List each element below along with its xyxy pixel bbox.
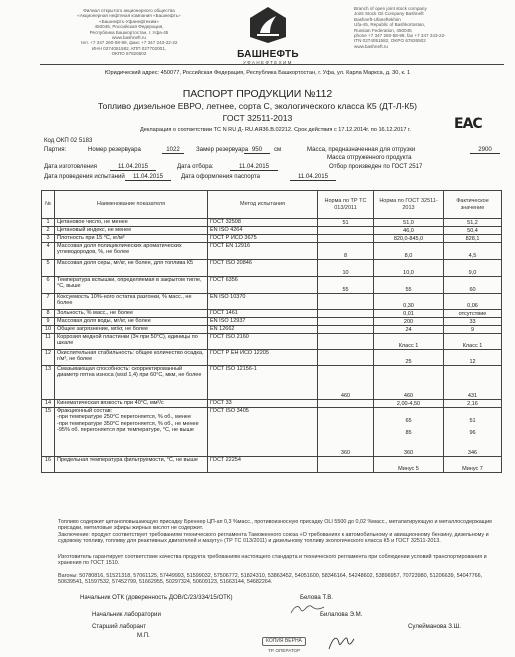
manufacture-date-value: 11.04.2015 bbox=[110, 163, 156, 171]
row-number-cell: 9 bbox=[42, 318, 55, 326]
level-unit: см bbox=[274, 146, 282, 153]
row-number-cell: 7 bbox=[42, 294, 55, 310]
tr-ts-norm-cell bbox=[318, 334, 374, 350]
tr-ts-norm-cell: 460 bbox=[318, 366, 374, 400]
row-number-cell: 6 bbox=[42, 277, 55, 294]
footer-note-3: Изготовитель гарантирует соответствие качества продукта требованиям настоящего стандарта и технического регламента при соблюдении условий транспортирования и хранения по ГОСТ 1510. bbox=[58, 554, 487, 567]
column-header: № bbox=[42, 191, 55, 219]
indicator-name-cell: Коррозия медной пластинки (3ч при 50°С), единицы по шкале bbox=[55, 334, 208, 350]
declaration-line: Декларация о соответствии ТС N RU Д- RU.АЯ36.В.02212. Срок действия с 17.12.2014г. по 16.12.2017 г. bbox=[140, 127, 411, 133]
header-left-line: «Башнефть-Уфанефтехим» bbox=[99, 18, 159, 24]
gost-norm-cell: 55 bbox=[374, 277, 444, 294]
header-right-line: www.bashneft.ru bbox=[354, 43, 388, 49]
header-right-line: phone +7 347 260-58-99, fax +7 347 243-22- bbox=[354, 33, 446, 39]
indicator-name-cell: Массовая доля серы, мг/кг, не более, для топлива К5 bbox=[55, 260, 208, 277]
header-right-line: ITN 0274051582, OKPO 67826502 bbox=[354, 38, 426, 44]
table-row bbox=[42, 334, 502, 350]
lab-head-label: Начальник лаборатории bbox=[92, 611, 161, 618]
results-table bbox=[41, 190, 502, 473]
indicator-name-cell: Цетановый индекс, не менее bbox=[55, 227, 208, 235]
gost-norm-cell: 10,0 bbox=[374, 260, 444, 277]
header-right-line: Bashneft-Ufaneftekhim bbox=[354, 16, 401, 22]
gost-norm-cell: 65 85 360 bbox=[374, 408, 444, 457]
actual-value-cell: 60 bbox=[444, 277, 502, 294]
product-name: Топливо дизельное ЕВРО, летнее, сорта С, экологического класса К5 (ДТ-Л-К5) bbox=[97, 101, 418, 111]
gost-norm-cell: Минус 5 bbox=[374, 457, 444, 473]
test-method-cell: EN ISO 4264 bbox=[208, 227, 318, 235]
tr-ts-norm-cell: 10 bbox=[318, 260, 374, 277]
indicator-name-cell: Окислительная стабильность: общее количество осадка, г/м³, не более bbox=[55, 350, 208, 366]
gost-norm-cell: 0,01 bbox=[374, 310, 444, 318]
tr-ts-norm-cell bbox=[318, 310, 374, 318]
row-number-cell: 10 bbox=[42, 326, 55, 334]
header-right-line: Joint Stock Oil Company Bashneft bbox=[354, 11, 424, 17]
passport-title: ПАСПОРТ ПРОДУКЦИИ №112 bbox=[182, 88, 333, 100]
indicator-name-cell: Предельная температура фильтруемости, °С, не выше bbox=[55, 457, 208, 473]
test-method-cell: ГОСТ 33 bbox=[208, 400, 318, 408]
sampling-date-value: 11.04.2015 bbox=[230, 163, 278, 171]
table-row bbox=[42, 243, 502, 260]
footer-note-2: Заключение: продукт соответствует требованиям технического регламента Таможенного союза «О требованиях к автомобильному и авиационному бензину, дизельному и судовому топливу, топливу для реактивных двигателей и мазуту» (ТР ТС 013/2011) и дизельному топливу экологического класса К5 и ГОСТ 32511-2013. bbox=[58, 532, 489, 545]
header-left-line: тел. +7 347 260-58-99, факс +7 347 243-22-22 bbox=[80, 40, 178, 46]
header-left-line: Республика Башкортостан, г. Уфа-45 bbox=[89, 29, 169, 35]
logo-subtitle: УФАНЕФТЕХИМ bbox=[243, 60, 293, 65]
table-row bbox=[42, 318, 502, 326]
row-number-cell: 11 bbox=[42, 334, 55, 350]
tr-ts-norm-cell: 360 bbox=[318, 408, 374, 457]
tr-ts-norm-cell bbox=[318, 318, 374, 326]
test-method-cell: ГОСТ ISO 20846 bbox=[208, 260, 318, 277]
row-number-cell: 3 bbox=[42, 235, 55, 243]
level-value: 950 bbox=[244, 146, 270, 154]
row-number-cell: 13 bbox=[42, 366, 55, 400]
actual-value-cell: 50,4 bbox=[444, 227, 502, 235]
test-method-cell: ГОСТ ISO 2160 bbox=[208, 334, 318, 350]
otk-head-name: Белова Т.В. bbox=[300, 594, 333, 601]
row-number-cell: 5 bbox=[42, 260, 55, 277]
actual-value-cell: Минус 7 bbox=[444, 457, 502, 473]
row-number-cell: 12 bbox=[42, 350, 55, 366]
tank-label: Номер резервуара bbox=[88, 146, 141, 153]
table-row bbox=[42, 310, 502, 318]
tr-ts-norm-cell bbox=[318, 400, 374, 408]
header-left-line: ОКПО 67826502 bbox=[111, 51, 147, 57]
row-number-cell: 4 bbox=[42, 243, 55, 260]
header-left-line: www.bashneft.ru bbox=[112, 35, 146, 41]
eac-mark: ЕАС bbox=[454, 116, 482, 132]
header-left-line: ИНН 0274051582, КПП 027702001, bbox=[91, 45, 167, 51]
indicator-name-cell: Общее загрязнение, мг/кг, не более bbox=[55, 326, 208, 334]
level-label: Замер резервуара bbox=[196, 146, 249, 153]
gost-number: ГОСТ 32511-2013 bbox=[222, 113, 293, 123]
actual-value-cell: 9 bbox=[444, 326, 502, 334]
indicator-name-cell: Цетановое число, не менее bbox=[55, 219, 208, 227]
table-row bbox=[42, 260, 502, 277]
okp-code: Код ОКП 02 5183 bbox=[44, 137, 93, 144]
indicator-name-cell: Фракционный состав: -при температуре 250°С перегоняется, % об., менее -при температуре 350°С перегоняется, % об., не менее -95% об. перегоняется при температуре, °С, не выше bbox=[55, 408, 208, 457]
footer-note-4: Вагоны: 50780816, 51521318, 57061125, 57449993, 51599032, 57506772, 51824310, 53863452, 54051600, 58346164, 54248602, 53896957, 70723980, 51206639, 54047766, 50639541, 51597532, 57452799, 51662955, 50297324, 50609123, 51663144, 54682264. bbox=[58, 573, 483, 586]
indicator-name-cell: Коксуемость 10%-ного остатка разгонки, % масс., не более bbox=[55, 294, 208, 310]
table-row bbox=[42, 326, 502, 334]
gost-norm-cell: 46,0 bbox=[374, 227, 444, 235]
actual-value-cell: 9,0 bbox=[444, 260, 502, 277]
test-method-cell: ГОСТ EN 12916 bbox=[208, 243, 318, 260]
row-number-cell: 16 bbox=[42, 457, 55, 473]
actual-value-cell: отсутствие bbox=[444, 310, 502, 318]
row-number-cell: 1 bbox=[42, 219, 55, 227]
gost-norm-cell: 24 bbox=[374, 326, 444, 334]
header-right-line: Ufa-45, Republic of Bashkortostan, bbox=[354, 22, 426, 28]
header-left-line: Филиал открытого акционерного общества bbox=[83, 8, 175, 13]
test-method-cell: ГОСТ Р ЕН ИСО 12205 bbox=[208, 350, 318, 366]
test-method-cell: ГОСТ 6356 bbox=[208, 277, 318, 294]
test-method-cell: EN ISO 10370 bbox=[208, 294, 318, 310]
row-number-cell: 14 bbox=[42, 400, 55, 408]
lab-head-name: Билалова Э.М. bbox=[320, 611, 363, 618]
row-number-cell: 8 bbox=[42, 310, 55, 318]
indicator-name-cell: Смазывающая способность: скорректированный диаметр пятна износа (wsd 1,4) при 60°С, мкм, не более bbox=[55, 366, 208, 400]
indicator-name-cell: Зольность, % масс., не более bbox=[55, 310, 208, 318]
indicator-name-cell: Массовая доля полициклических ароматических углеводородов, %, не более bbox=[55, 243, 208, 260]
header-left-line: 450045, Российская Федерация, bbox=[94, 24, 164, 30]
table-row bbox=[42, 408, 502, 457]
header-left-block bbox=[44, 8, 214, 57]
table-header-row bbox=[42, 191, 502, 219]
header-right-block bbox=[354, 6, 504, 49]
standard-label: Отбор произведен по ГОСТ 2517 bbox=[329, 163, 423, 170]
column-header: Фактическое значение bbox=[444, 191, 502, 219]
tr-ts-norm-cell: 55 bbox=[318, 277, 374, 294]
indicator-name-cell: Массовая доля воды, мг/кг, не более bbox=[55, 318, 208, 326]
header-right-line: Russian Federation, 450045 bbox=[354, 27, 412, 33]
actual-value-cell: 33 bbox=[444, 318, 502, 326]
actual-value-cell: 12 bbox=[444, 350, 502, 366]
actual-value-cell: 0,06 bbox=[444, 294, 502, 310]
tr-ts-norm-cell bbox=[318, 457, 374, 473]
column-header: Норма по ТР ТС 013/2011 bbox=[318, 191, 374, 219]
gost-norm-cell: 2,00-4,50 bbox=[374, 400, 444, 408]
indicator-name-cell: Кинематическая вязкость при 40°С, мм²/с bbox=[55, 400, 208, 408]
manufacture-date-label: Дата изготовления bbox=[44, 163, 97, 170]
header-divider bbox=[40, 64, 504, 65]
actual-value-cell: Класс 1 bbox=[444, 334, 502, 350]
gost-norm-cell: 200 bbox=[374, 318, 444, 326]
stamp-place-label: М.П. bbox=[137, 632, 150, 639]
row-number-cell: 15 bbox=[42, 408, 55, 457]
mass-label: Масса, предназначенная для отгрузки bbox=[307, 146, 416, 153]
test-method-cell: ГОСТ 32508 bbox=[208, 219, 318, 227]
gost-norm-cell: Класс 1 bbox=[374, 334, 444, 350]
tr-ts-norm-cell: 8 bbox=[318, 243, 374, 260]
table-row bbox=[42, 294, 502, 310]
table-row bbox=[42, 227, 502, 235]
table-row bbox=[42, 277, 502, 294]
tr-ts-norm-cell bbox=[318, 294, 374, 310]
table-row bbox=[42, 350, 502, 366]
test-method-cell: EN 12662 bbox=[208, 326, 318, 334]
row-number-cell: 2 bbox=[42, 227, 55, 235]
handwritten-signature-icon bbox=[327, 633, 355, 653]
bashneft-emblem-icon bbox=[248, 6, 288, 44]
otk-head-label: Начальник ОТК (доверенность ДОВ/С/23/334/15/ОТК) bbox=[80, 594, 233, 601]
batch-label: Партия: bbox=[44, 146, 67, 153]
certified-copy-text: КОПИЯ ВЕРНА bbox=[266, 638, 302, 644]
actual-value-cell: 2,16 bbox=[444, 400, 502, 408]
tr-ts-norm-cell bbox=[318, 350, 374, 366]
test-date-label: Дата проведения испытаний bbox=[44, 173, 125, 180]
certified-copy-stamp bbox=[262, 637, 306, 646]
legal-address: Юридический адрес: 450077, Российская Федерация, Республика Башкортостан, г. Уфа, ул. Карла Маркса, д. 30, к. 1 bbox=[104, 70, 411, 76]
gost-norm-cell: 820,0-845,0 bbox=[374, 235, 444, 243]
actual-value-cell: 828,1 bbox=[444, 235, 502, 243]
test-method-cell: EN ISO 12937 bbox=[208, 318, 318, 326]
tr-ts-norm-cell bbox=[318, 235, 374, 243]
test-date-value: 11.04.2015 bbox=[125, 173, 171, 181]
indicator-name-cell: Плотность при 15 °С, кг/м³ bbox=[55, 235, 208, 243]
column-header: Наименование показателя bbox=[55, 191, 208, 219]
indicator-name-cell: Температура вспышки, определяемая в закрытом тигле, °С, выше bbox=[55, 277, 208, 294]
actual-value-cell: 51 96 346 bbox=[444, 408, 502, 457]
table-row bbox=[42, 457, 502, 473]
header-right-line: Branch of open joint stock company bbox=[354, 6, 427, 11]
tr-ts-norm-cell bbox=[318, 326, 374, 334]
mass-value: 2900 bbox=[470, 146, 500, 154]
actual-value-cell: 4,5 bbox=[444, 243, 502, 260]
test-method-cell: ГОСТ ISO 3405 bbox=[208, 408, 318, 457]
tr-ts-norm-cell bbox=[318, 227, 374, 235]
table-row bbox=[42, 366, 502, 400]
actual-value-cell: 431 bbox=[444, 366, 502, 400]
column-header: Метод испытания bbox=[208, 191, 318, 219]
gost-norm-cell: 8,0 bbox=[374, 243, 444, 260]
logo-wordmark: БАШНЕФТЬ bbox=[237, 49, 299, 60]
table-row bbox=[42, 219, 502, 227]
gost-norm-cell: 25 bbox=[374, 350, 444, 366]
issue-date-value: 11.04.2015 bbox=[290, 173, 336, 181]
gost-norm-cell: 0,30 bbox=[374, 294, 444, 310]
test-method-cell: ГОСТ 1461 bbox=[208, 310, 318, 318]
test-method-cell: ГОСТ Р ИСО 3675 bbox=[208, 235, 318, 243]
operator-label: ТР. ОПЕРАТОР bbox=[268, 648, 301, 653]
table-body bbox=[42, 219, 502, 473]
test-method-cell: ГОСТ ISO 12156-1 bbox=[208, 366, 318, 400]
sampling-date-label: Дата отбора: bbox=[177, 163, 214, 170]
tr-ts-norm-cell: 51 bbox=[318, 219, 374, 227]
table-row bbox=[42, 235, 502, 243]
header-left-line: «Акционерная нефтяная компания «Башнефть» bbox=[77, 13, 181, 19]
tank-value: 1022 bbox=[162, 146, 184, 154]
otk-signature-icon bbox=[290, 602, 326, 616]
bashneft-logo bbox=[231, 6, 305, 68]
test-method-cell: ГОСТ 22254 bbox=[208, 457, 318, 473]
table-row bbox=[42, 400, 502, 408]
footer-note-1: Топливо содержит цетаноповышающую присадку Бреннер ЦП-ап 0,3 %масс., противоизносную присадку OLI 5500 до 0,02 %масс., метапатирующую и металлосодержащие присадки, метиловые эфиры жирных кислот не содержит. bbox=[58, 519, 493, 532]
gost-norm-cell: 460 bbox=[374, 366, 444, 400]
senior-lab-label: Старший лаборант bbox=[92, 623, 147, 630]
shipped-mass-label: Масса отгруженного продукта bbox=[327, 154, 412, 161]
gost-norm-cell: 51,0 bbox=[374, 219, 444, 227]
issue-date-label: Дата оформления паспорта bbox=[181, 173, 261, 180]
column-header: Норма по ГОСТ 32511-2013 bbox=[374, 191, 444, 219]
senior-lab-name: Сулейманова З.Ш. bbox=[408, 623, 461, 630]
actual-value-cell: 51,2 bbox=[444, 219, 502, 227]
